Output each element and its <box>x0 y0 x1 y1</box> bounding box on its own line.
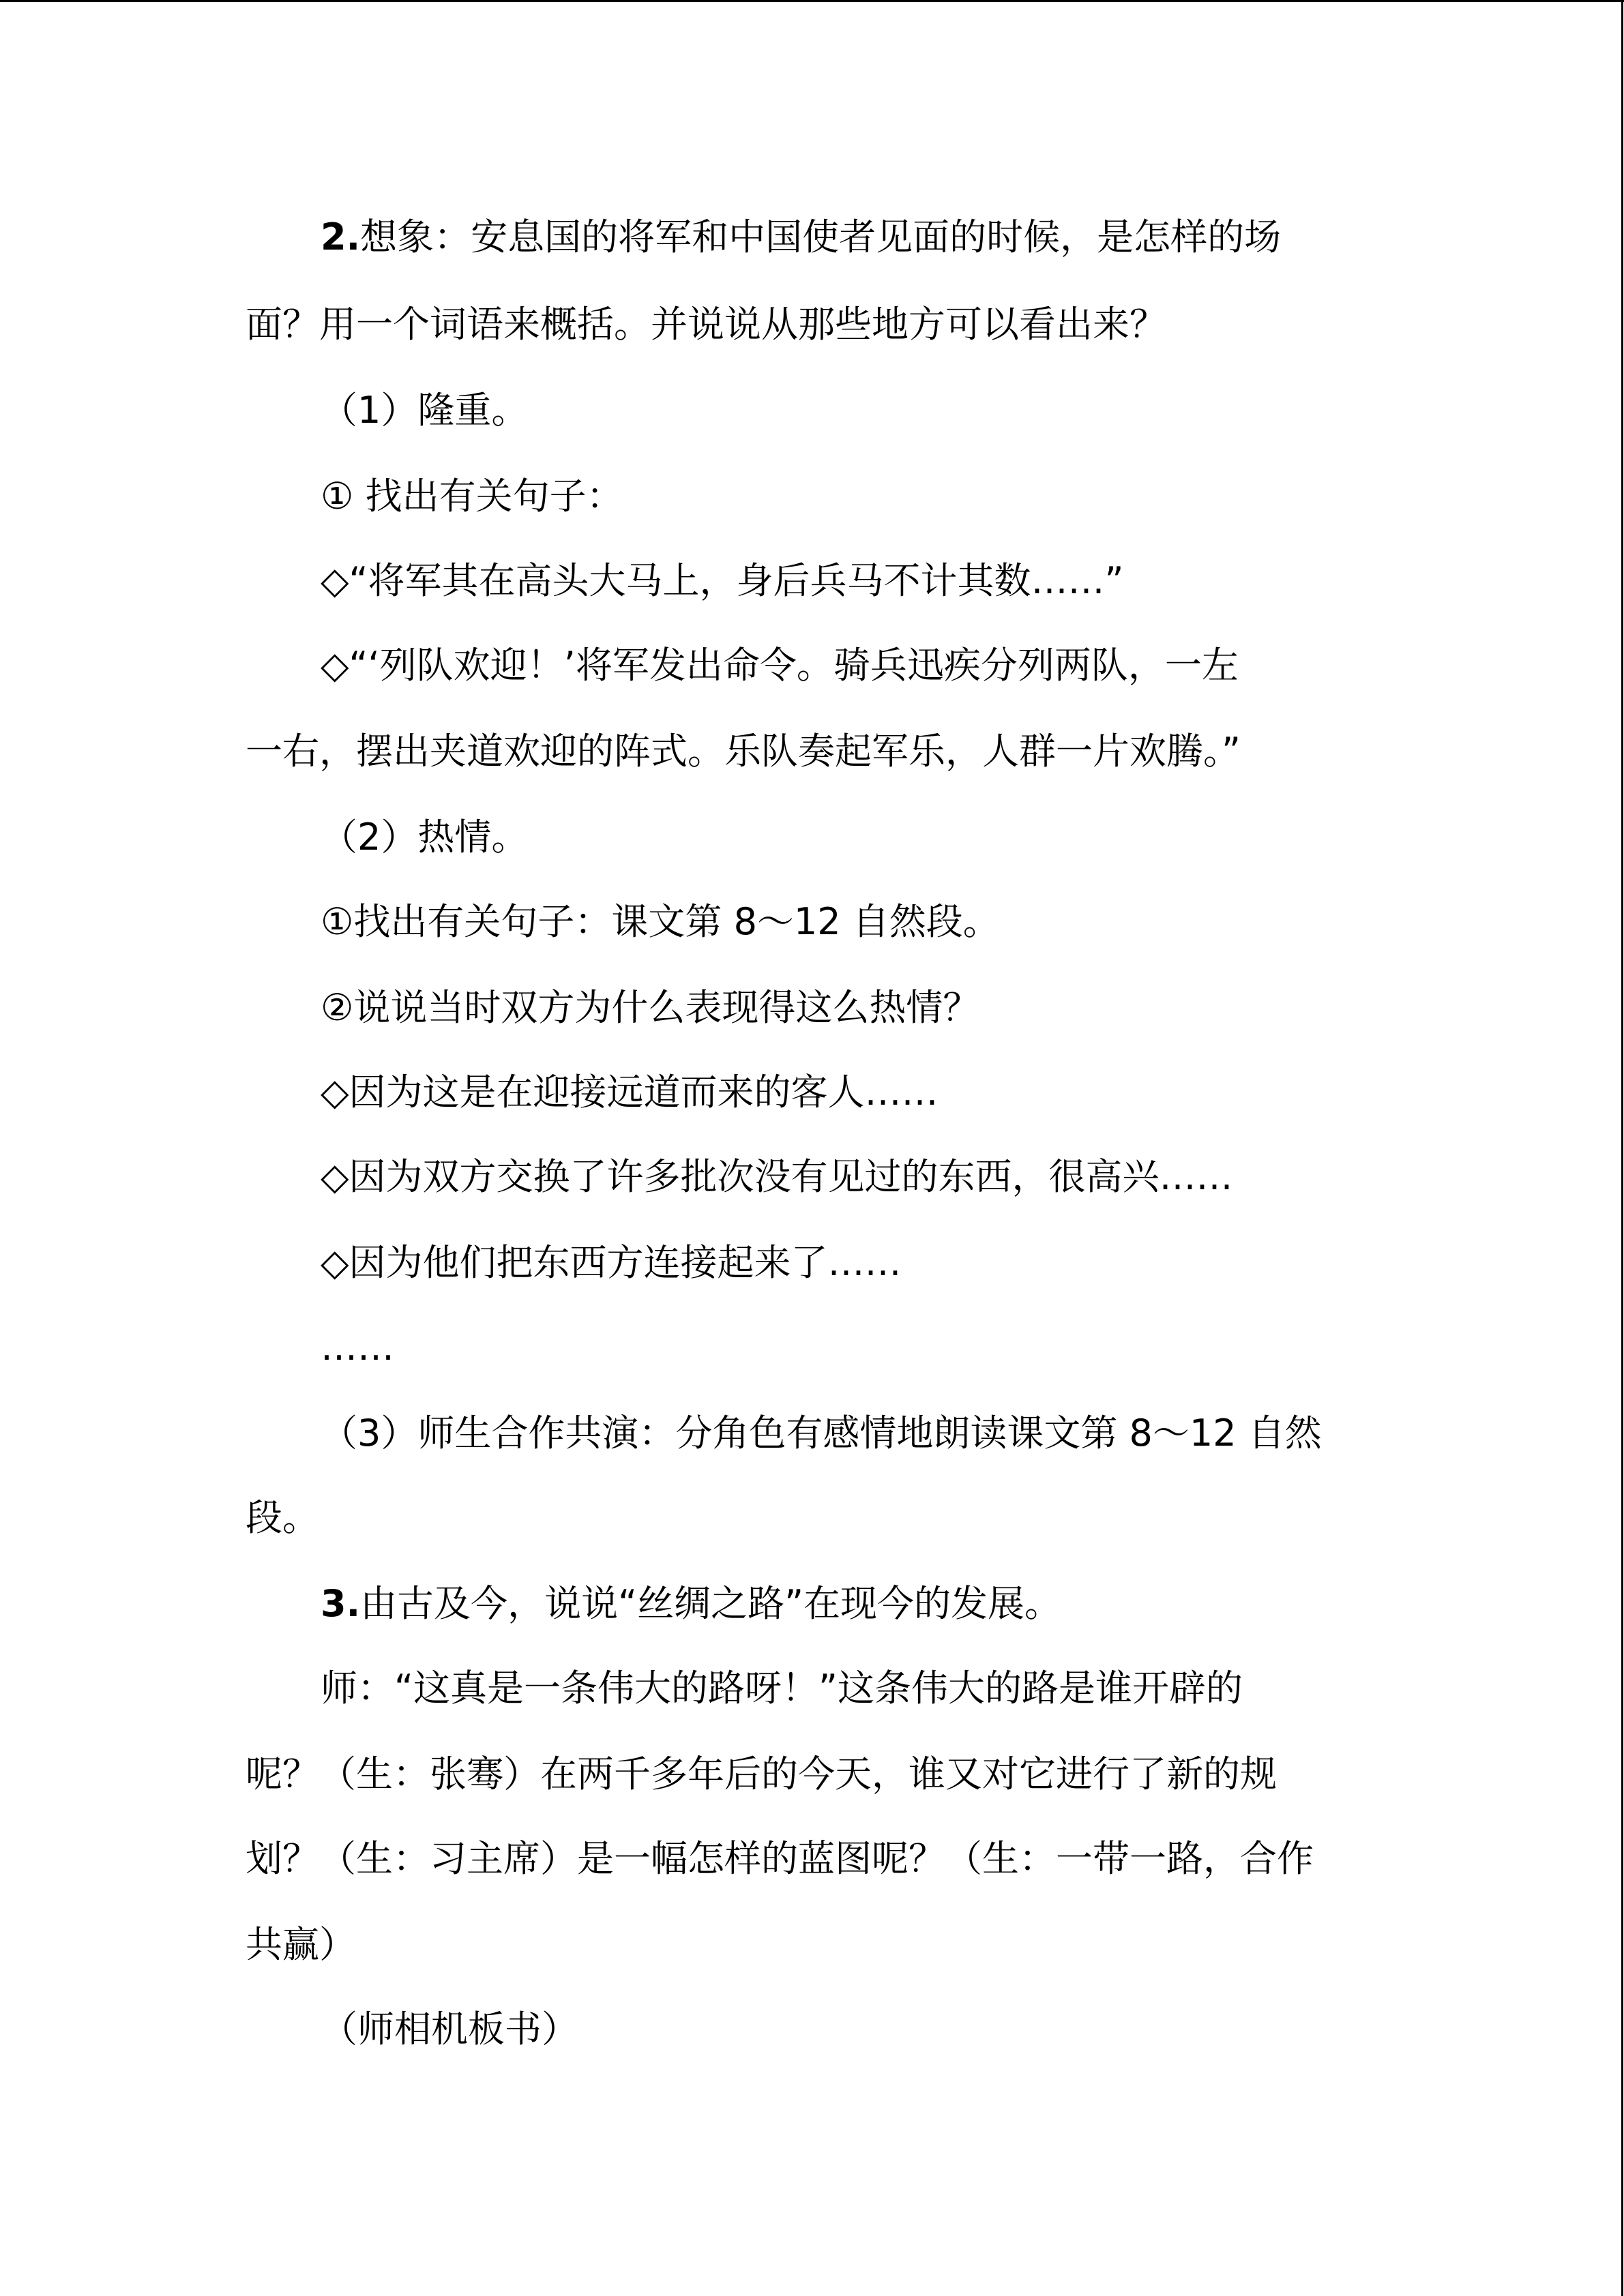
paragraph-line: 段。 <box>246 1496 319 1539</box>
paragraph-line: ◇“‘列队欢迎！’将军发出命令。骑兵迅疾分列两队，一左 <box>321 644 1239 687</box>
paragraph-line: （3）师生合作共演：分角色有感情地朗读课文第 8～12 自然 <box>321 1412 1322 1455</box>
paragraph-line: 师：“这真是一条伟大的路呀！”这条伟大的路是谁开辟的 <box>321 1667 1243 1710</box>
paragraph-line: 一右，摆出夹道欢迎的阵式。乐队奏起军乐，人群一片欢腾。” <box>246 730 1241 773</box>
paragraph-line: 共赢） <box>246 1923 356 1966</box>
paragraph-line: ◇“将军其在高头大马上，身后兵马不计其数……” <box>321 559 1124 602</box>
item-number: 3. <box>321 1582 361 1625</box>
paragraph-line: 3.由古及今，说说“丝绸之路”在现今的发展。 <box>321 1582 1062 1625</box>
top-border <box>0 0 1624 2</box>
paragraph-line: 呢？（生：张骞）在两千多年后的今天，谁又对它进行了新的规 <box>246 1753 1277 1795</box>
paragraph-line: ②说说当时双方为什么表现得这么热情？ <box>321 986 980 1029</box>
paragraph-line: ◇因为他们把东西方连接起来了…… <box>321 1241 902 1284</box>
item-number: 2. <box>321 215 361 258</box>
paragraph-line: ◇因为双方交换了许多批次没有见过的东西，很高兴…… <box>321 1155 1233 1198</box>
paragraph-line: ◇因为这是在迎接远道而来的客人…… <box>321 1071 939 1114</box>
paragraph-line: ① 找出有关句子： <box>321 475 623 518</box>
paragraph-line: （2）热情。 <box>321 816 529 859</box>
paragraph-line: 2.想象：安息国的将军和中国使者见面的时候，是怎样的场 <box>321 215 1282 258</box>
paragraph-line: …… <box>321 1326 394 1369</box>
paragraph-line: 划？（生：习主席）是一幅怎样的蓝图呢？（生：一带一路，合作 <box>246 1837 1314 1880</box>
paragraph-line: （1）隆重。 <box>321 389 529 432</box>
paragraph-line: 面？用一个词语来概括。并说说从那些地方可以看出来？ <box>246 303 1166 346</box>
paragraph-line: （师相机板书） <box>321 2008 578 2051</box>
paragraph-line: ①找出有关句子：课文第 8～12 自然段。 <box>321 900 1000 943</box>
right-border <box>1621 0 1623 2296</box>
